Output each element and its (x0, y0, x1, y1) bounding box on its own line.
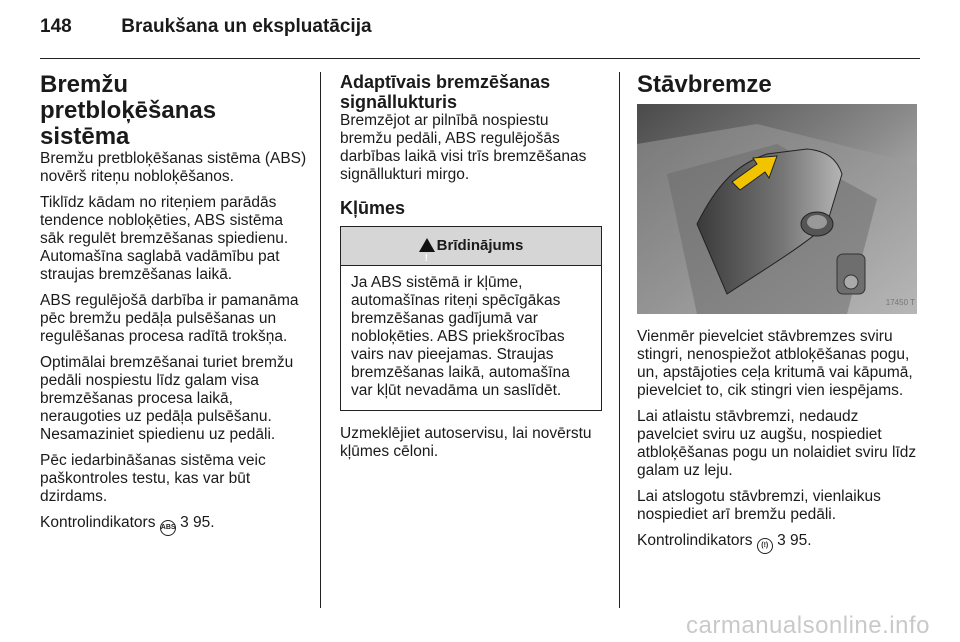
indicator-label: Kontrolindikators (40, 514, 156, 531)
abs-paragraph: ABS regulējošā darbība ir pamanāma pēc bremžu pedāļa pulsēšanas un regulēšanas procesa radītā trokšņa. (40, 292, 299, 345)
column-divider-2 (619, 72, 620, 608)
parking-brake-indicator-line (637, 532, 922, 554)
abs-indicator-line (40, 514, 308, 536)
parking-brake-paragraph: Vienmēr pievelciet stāvbremzes sviru stingri, nenospiežot atbloķēšanas pogu, un, apstājoties ceļa kritumā vai kāpumā, pievelciet to, cik stingri vien iespējams. (637, 328, 913, 399)
column-abs (40, 72, 308, 544)
abs-paragraph: Optimālai bremzēšanai turiet bremžu pedāli nospiestu līdz galam visa bremzēšanas procesa laikā, neraugoties uz pedāļa pulsēšanu. Nesamaziniet spiedienu uz pedāli. (40, 354, 294, 443)
parking-brake-illustration (637, 104, 917, 314)
page-reference-link[interactable]: 3 95. (777, 532, 812, 549)
abs-heading: Bremžu pretbloķēšanas sistēma (40, 71, 217, 150)
page-reference-link[interactable]: 3 95. (180, 514, 215, 531)
header-rule (40, 58, 920, 59)
page-number: 148 (40, 16, 72, 37)
image-label: 17450 T (885, 298, 915, 307)
abs-paragraph: Bremžu pretbloķēšanas sistēma (ABS) novērš riteņu nobloķēšanos. (40, 150, 307, 185)
parking-brake-heading: Stāvbremze (637, 71, 772, 98)
brake-light-heading: Adaptīvais bremzēšanas signāllukturis (340, 72, 551, 112)
column-brake-light (340, 72, 602, 469)
parking-brake-paragraph: Lai atslogotu stāvbremzi, vienlaikus nospiediet arī bremžu pedāli. (637, 488, 881, 523)
warning-box (340, 226, 602, 411)
page-header (40, 16, 372, 38)
brake-light-paragraph: Bremzējot ar pilnībā nospiestu bremžu pedāli, ABS regulējošās darbības laikā visi trīs bremzēšanas signāllukturi mirgo. (340, 112, 587, 183)
column-parking-brake (637, 72, 922, 562)
faults-paragraph: Uzmeklējiet autoservisu, lai novērstu kļūmes cēloni. (340, 425, 592, 460)
warning-triangle-icon (419, 238, 435, 252)
watermark: carmanualsonline.info (686, 612, 930, 639)
warning-title: Brīdinājums (436, 237, 524, 254)
parking-brake-paragraph: Lai atlaistu stāvbremzi, nedaudz pavelciet sviru uz augšu, nospiediet atbloķēšanas pogu un nolaidiet sviru līdz galam uz leju. (637, 408, 917, 479)
abs-paragraph: Pēc iedarbināšanas sistēma veic paškontroles testu, kas var būt dzirdams. (40, 452, 266, 505)
page-title: Braukšana un ekspluatācija (121, 16, 372, 37)
abs-warning-icon: ABS (160, 520, 176, 536)
column-divider-1 (320, 72, 321, 608)
warning-title-bar (341, 227, 601, 266)
warning-text: Ja ABS sistēmā ir kļūme, automašīnas riteņi spēcīgākas bremzēšanas gadījumā var nobloķēties. ABS priekšrocības vairs nav pieejamas. Straujas bremzēšanas laikā, automašīna var kļūt nevadāma un saslīdēt. (351, 274, 570, 399)
abs-paragraph: Tiklīdz kādam no riteņiem parādās tendence nobloķēties, ABS sistēma sāk regulēt bremzēšanas spiedienu. Automašīna saglabā vadāmību pat straujas bremzēšanas laikā. (40, 194, 289, 283)
indicator-label: Kontrolindikators (637, 532, 753, 549)
faults-heading: Kļūmes (340, 198, 406, 218)
brake-warning-icon: (!) (757, 538, 773, 554)
